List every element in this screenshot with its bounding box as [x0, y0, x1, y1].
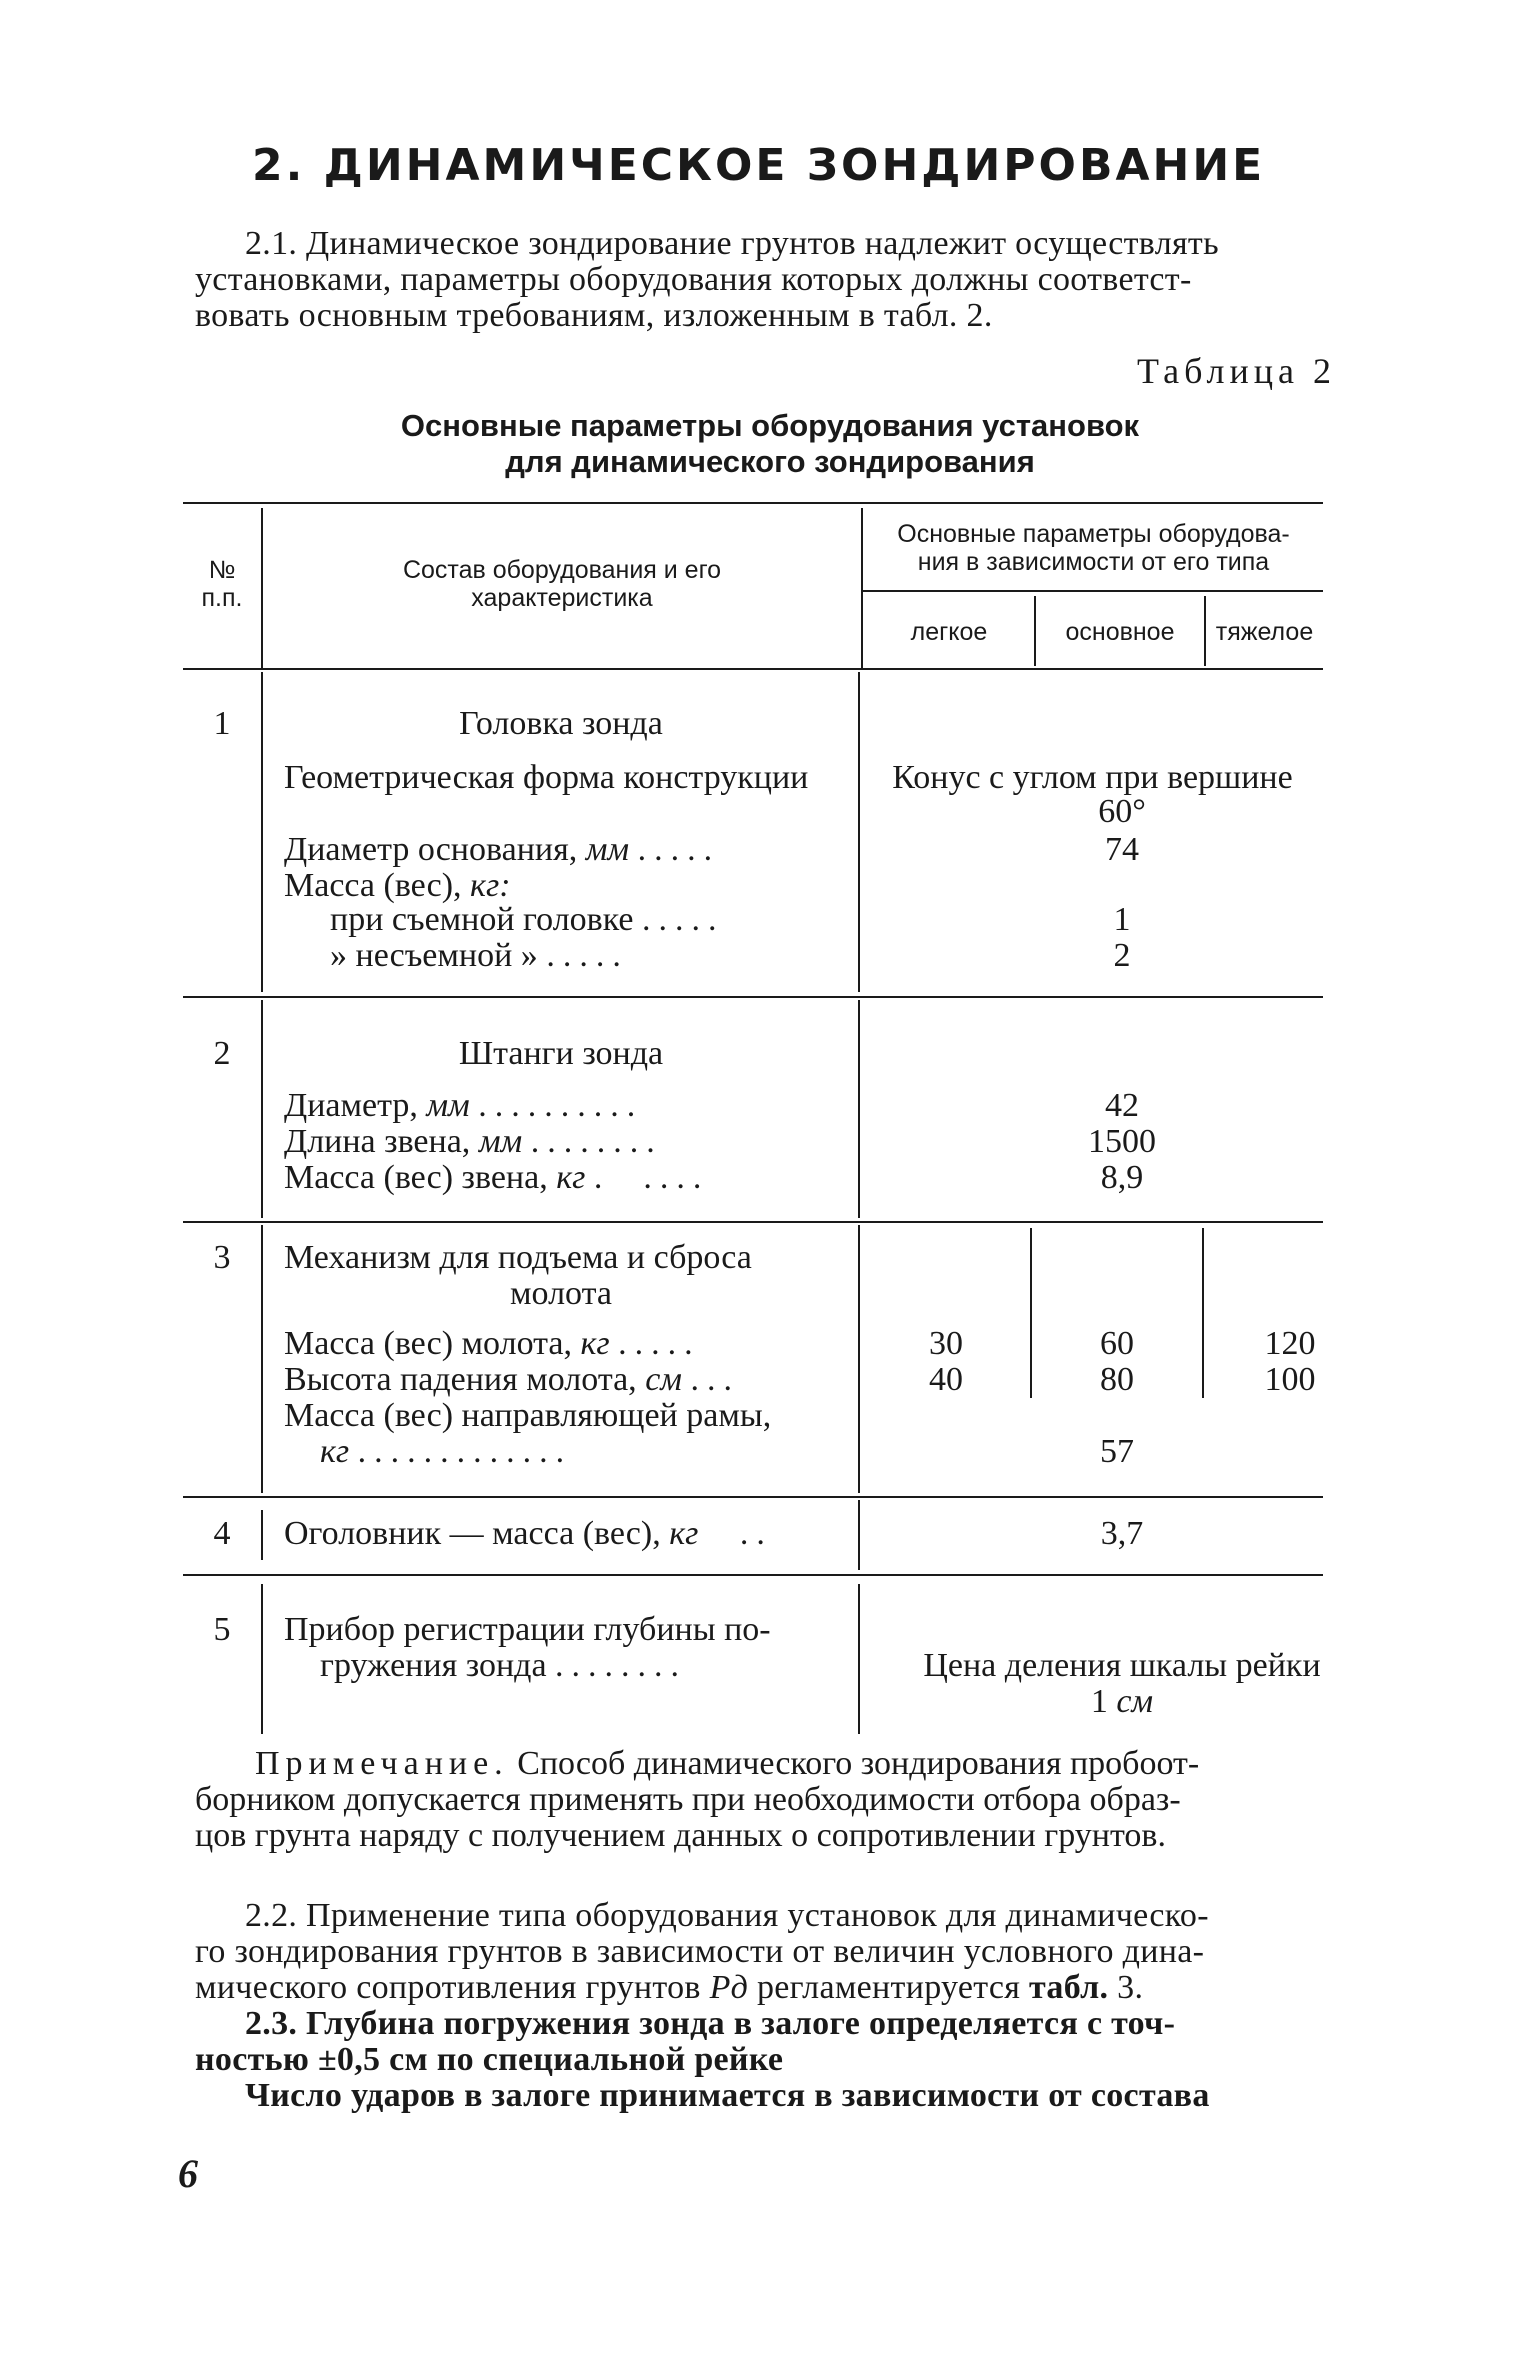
row1-shape-value-1: Конус с углом при вершине — [892, 759, 1293, 796]
row-divider-4 — [183, 1574, 1323, 1576]
header-composition — [264, 556, 860, 612]
row4-value: 3,7 — [1100, 1515, 1144, 1552]
page-number: 6 — [178, 2151, 198, 2196]
table-label: Таблица 2 — [1137, 351, 1336, 391]
header-composition-line-1: Состав оборудования и его — [402, 556, 722, 584]
header-vline-num — [261, 508, 263, 668]
header-light: легкое — [910, 618, 988, 646]
row1-title: Головка зонда — [459, 705, 663, 742]
row3-hammer-mass-basic: 60 — [1100, 1325, 1134, 1362]
row3-frame-mass-1: Масса (вес) направляющей рамы, — [284, 1397, 772, 1434]
intro-line-1: 2.1. Динамическое зондирование грунтов надлежит осуществлять — [245, 225, 1219, 262]
row2-length: Длина звена, мм ........ — [284, 1123, 663, 1160]
paragraph-2-2 — [195, 1898, 1345, 2006]
row3-frame-mass-value: 57 — [1100, 1433, 1134, 1470]
p23-line-2: ностью ±0,5 см по специальной рейке — [195, 2041, 784, 2078]
table-title-line-2: для динамического зондирования — [505, 444, 1035, 479]
row1-fixed-value: 2 — [1113, 937, 1131, 974]
header-basic: основное — [1065, 618, 1175, 646]
note-line-3: цов грунта наряду с получением данных о сопротивлении грунтов. — [195, 1817, 1166, 1854]
header-num-line-2: п.п. — [201, 584, 243, 612]
p22-line-1: 2.2. Применение типа оборудования установок для динамическо- — [245, 1897, 1209, 1934]
row1-removable: при съемной головке ..... — [330, 901, 725, 938]
table-title-line-1: Основные параметры оборудования установок — [400, 408, 1140, 443]
row1-mass: Масса (вес), кг: — [284, 867, 511, 904]
table-title — [340, 408, 1200, 480]
header-vline-params — [861, 508, 863, 668]
p22-line-2: го зондирования грунтов в зависимости от величин условного дина- — [195, 1933, 1205, 1970]
header-composition-line-2: характеристика — [471, 584, 653, 612]
intro-paragraph — [195, 226, 1345, 334]
row5-num: 5 — [213, 1611, 231, 1648]
header-heavy: тяжелое — [1215, 618, 1314, 646]
row2-diameter-value: 42 — [1105, 1087, 1139, 1124]
row3-drop-height-heavy: 100 — [1264, 1361, 1316, 1398]
row3-title-1: Механизм для подъема и сброса — [284, 1239, 752, 1276]
row4-vline-num — [261, 1510, 263, 1560]
row1-diameter-value: 74 — [1105, 831, 1139, 868]
p23-line-3: Число ударов в залоге принимается в зависимости от состава — [245, 2077, 1210, 2114]
params-subheader-rule — [862, 590, 1323, 592]
row1-vline-num — [261, 672, 263, 992]
row5-vline-params — [858, 1584, 860, 1734]
row1-shape: Геометрическая форма конструкции — [284, 759, 809, 796]
row1-removable-value: 1 — [1113, 901, 1131, 938]
row2-num: 2 — [213, 1035, 231, 1072]
row-divider-1 — [183, 996, 1323, 998]
header-params — [864, 520, 1323, 576]
row-divider-3 — [183, 1496, 1323, 1498]
row3-hammer-mass: Масса (вес) молота, кг ..... — [284, 1325, 701, 1362]
intro-line-2: установками, параметры оборудования которых должны соответст- — [195, 261, 1192, 298]
row1-vline-params — [858, 672, 860, 992]
row2-mass: Масса (вес) звена, кг . .... — [284, 1159, 710, 1196]
row2-diameter: Диаметр, мм .......... — [284, 1087, 644, 1124]
row2-vline-params — [858, 1000, 860, 1218]
row4-vline-params — [858, 1500, 860, 1570]
row5-label-2: гружения зонда ........ — [320, 1647, 688, 1684]
row3-hammer-mass-light: 30 — [929, 1325, 963, 1362]
row3-hammer-mass-heavy: 120 — [1264, 1325, 1316, 1362]
p22-line-3: мического сопротивления грунтов Pд регламентируется табл. 3. — [195, 1969, 1144, 2006]
intro-line-3: вовать основным требованиям, изложенным в табл. 2. — [195, 297, 993, 334]
row5-value-1: Цена деления шкалы рейки — [923, 1647, 1321, 1684]
row3-drop-height-basic: 80 — [1100, 1361, 1134, 1398]
row-divider-2 — [183, 1221, 1323, 1223]
header-num-line-1: № — [208, 556, 236, 584]
row1-diameter: Диаметр основания, мм ..... — [284, 831, 721, 868]
table-note — [195, 1746, 1345, 1854]
table-top-rule — [183, 502, 1323, 504]
row4-num: 4 — [213, 1515, 231, 1552]
header-bottom-rule — [183, 668, 1323, 670]
row2-length-value: 1500 — [1088, 1123, 1156, 1160]
section-heading: 2. ДИНАМИЧЕСКОЕ ЗОНДИРОВАНИЕ — [252, 140, 1266, 191]
row3-vline-num — [261, 1225, 263, 1493]
row3-num: 3 — [213, 1239, 231, 1276]
row3-title-2: молота — [510, 1275, 612, 1312]
row5-value-2: 1 см — [1090, 1683, 1154, 1720]
row1-fixed: » несъемной » ..... — [330, 937, 629, 974]
row2-mass-value: 8,9 — [1100, 1159, 1144, 1196]
row3-drop-height-light: 40 — [929, 1361, 963, 1398]
row2-title: Штанги зонда — [458, 1035, 664, 1072]
note-line-2: борником допускается применять при необходимости отбора образ- — [195, 1781, 1181, 1818]
header-params-line-2: ния в зависимости от его типа — [917, 548, 1270, 576]
p23-line-1: 2.3. Глубина погружения зонда в залоге определяется с точ- — [245, 2005, 1176, 2042]
row3-vline-params — [858, 1225, 860, 1493]
row5-label-1: Прибор регистрации глубины по- — [284, 1611, 771, 1648]
header-num — [183, 556, 261, 612]
row1-num: 1 — [213, 705, 231, 742]
paragraph-2-3 — [195, 2006, 1345, 2114]
row3-drop-height: Высота падения молота, см ... — [284, 1361, 740, 1398]
row2-vline-num — [261, 1000, 263, 1218]
note-line-1: Примечание. Способ динамического зондирования пробоот- — [255, 1745, 1200, 1782]
row3-frame-mass-2: кг ............. — [320, 1433, 573, 1470]
row5-vline-num — [261, 1584, 263, 1734]
header-params-line-1: Основные параметры оборудова- — [897, 520, 1290, 548]
row4-label: Оголовник — масса (вес), кг .. — [284, 1515, 773, 1552]
row1-shape-value-2: 60° — [1098, 793, 1146, 830]
